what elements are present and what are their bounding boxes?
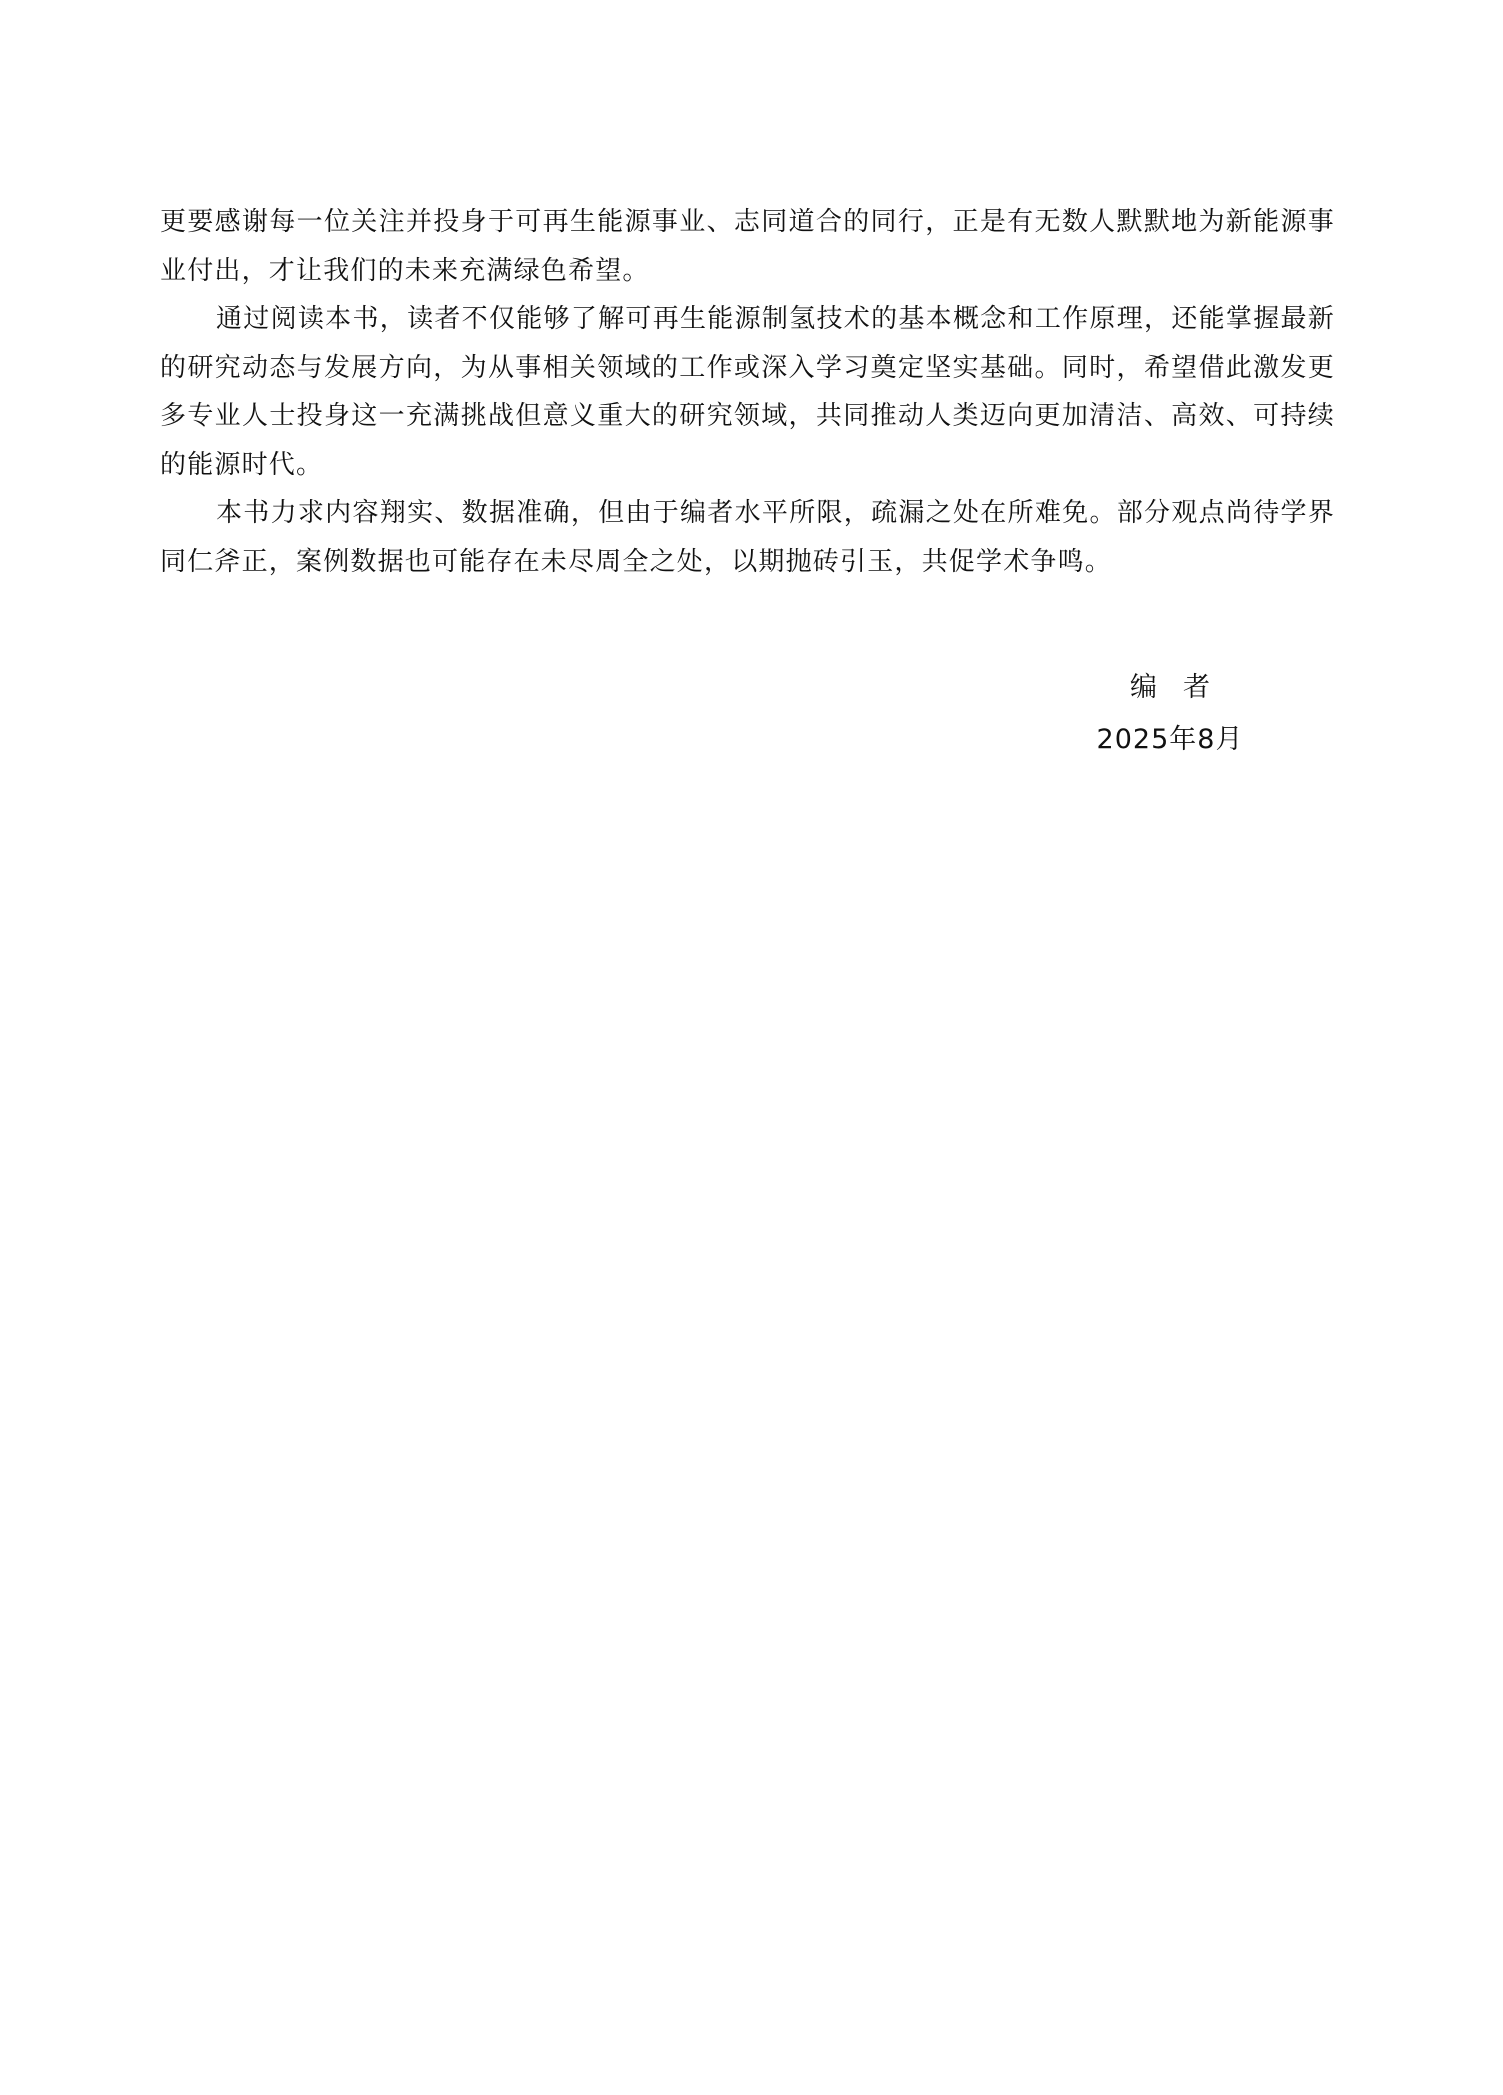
paragraph-continuation: 更要感谢每一位关注并投身于可再生能源事业、志同道合的同行，正是有无数人默默地为新能源事业付出，才让我们的未来充满绿色希望。 [160,207,1335,286]
paragraph-reading-benefits: 通过阅读本书，读者不仅能够了解可再生能源制氢技术的基本概念和工作原理，还能掌握最新的研究动态与发展方向，为从事相关领域的工作或深入学习奠定坚实基础。同时，希望借此激发更多专业人士投身这一充满挑战但意义重大的研究领域，共同推动人类迈向更加清洁、高效、可持续的能源时代。 [160,304,1335,480]
signature-author: 编者 [1130,672,1236,703]
signature-date: 2025年8月 [1096,724,1244,755]
paragraph-disclaimer: 本书力求内容翔实、数据准确，但由于编者水平所限，疏漏之处在所难免。部分观点尚待学界同仁斧正，案例数据也可能存在未尽周全之处，以期抛砖引玉，共促学术争鸣。 [160,498,1335,577]
preface-body [160,198,1335,586]
